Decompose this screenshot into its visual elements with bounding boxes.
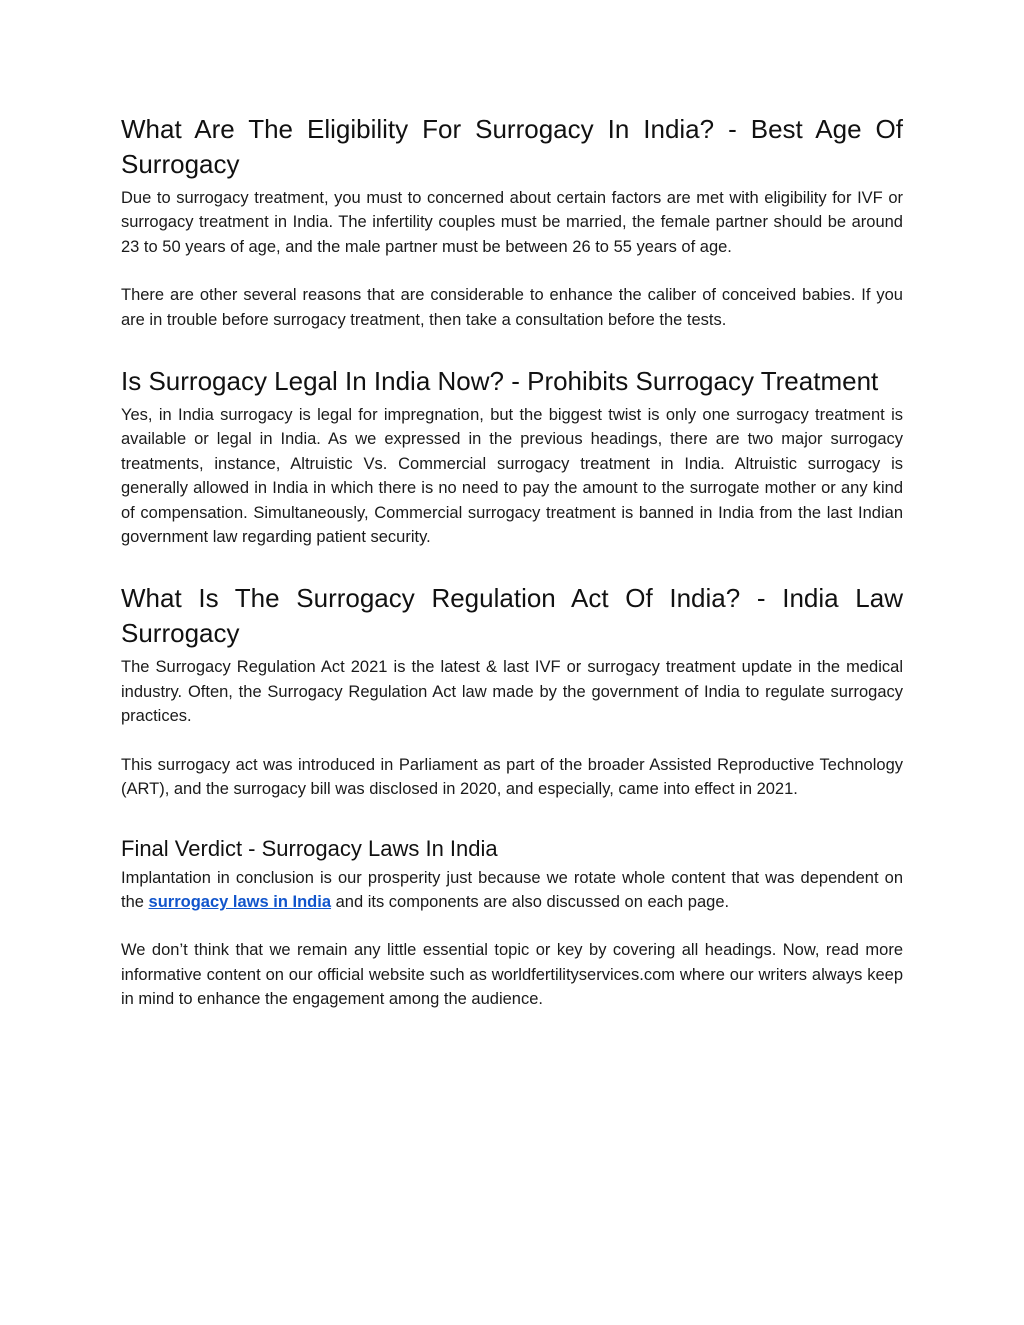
paragraph-final-2: We don’t think that we remain any little essential topic or key by covering all headings. Now, read more informative content on our official website such as worldfertilityservices.com where our writers always keep in mind to enhance the engagement among the audience.: [121, 941, 903, 1009]
paragraph-eligibility-1: Due to surrogacy treatment, you must to concerned about certain factors are met with eligibility for IVF or surrogacy treatment in India. The infertility couples must be married, the female partner should be around 23 to 50 years of age, and the male partner must be between 26 to 55 years of age.: [121, 189, 903, 256]
heading-eligibility: What Are The Eligibility For Surrogacy In India? - Best Age Of Surrogacy: [121, 114, 903, 179]
paragraph-legal: Yes, in India surrogacy is legal for impregnation, but the biggest twist is only one surrogacy treatment is available or legal in India. As we expressed in the previous headings, there are two major surrogacy treatments, instance, Altruistic Vs. Commercial surrogacy treatment in India. Altruistic surrogacy is generally allowed in India in which there is no need to pay the amount to the surrogate mother or any kind of compensation. Simultaneously, Commercial surrogacy treatment is banned in India from the last Indian government law regarding patient security.: [121, 406, 903, 547]
paragraph-regulation-1: The Surrogacy Regulation Act 2021 is the latest & last IVF or surrogacy treatment update in the medical industry. Often, the Surrogacy Regulation Act law made by the government of India to regulate surrogacy practices.: [121, 658, 903, 726]
paragraph-final-1-text-after: and its components are also discussed on each page.: [331, 892, 730, 911]
heading-legal: Is Surrogacy Legal In India Now? - Prohibits Surrogacy Treatment: [121, 366, 879, 397]
heading-regulation-act: What Is The Surrogacy Regulation Act Of India? - India Law Surrogacy: [121, 583, 903, 649]
paragraph-final-1-text-before: Implantation in conclusion is our prosperity just because we rotate whole content that was dependent on the: [121, 868, 903, 911]
paragraph-eligibility-2: There are other several reasons that are considerable to enhance the caliber of conceived babies. If you are in trouble before surrogacy treatment, then take a consultation before the tests.: [121, 286, 903, 329]
surrogacy-laws-link[interactable]: surrogacy laws in India: [148, 892, 332, 911]
paragraph-final-1: [121, 866, 903, 915]
paragraph-regulation-2: This surrogacy act was introduced in Parliament as part of the broader Assisted Reproductive Technology (ART), and the surrogacy bill was disclosed in 2020, and especially, came into effect in 2021.: [121, 755, 903, 799]
heading-final-verdict: Final Verdict - Surrogacy Laws In India: [121, 835, 498, 861]
document-page: [121, 112, 903, 1012]
